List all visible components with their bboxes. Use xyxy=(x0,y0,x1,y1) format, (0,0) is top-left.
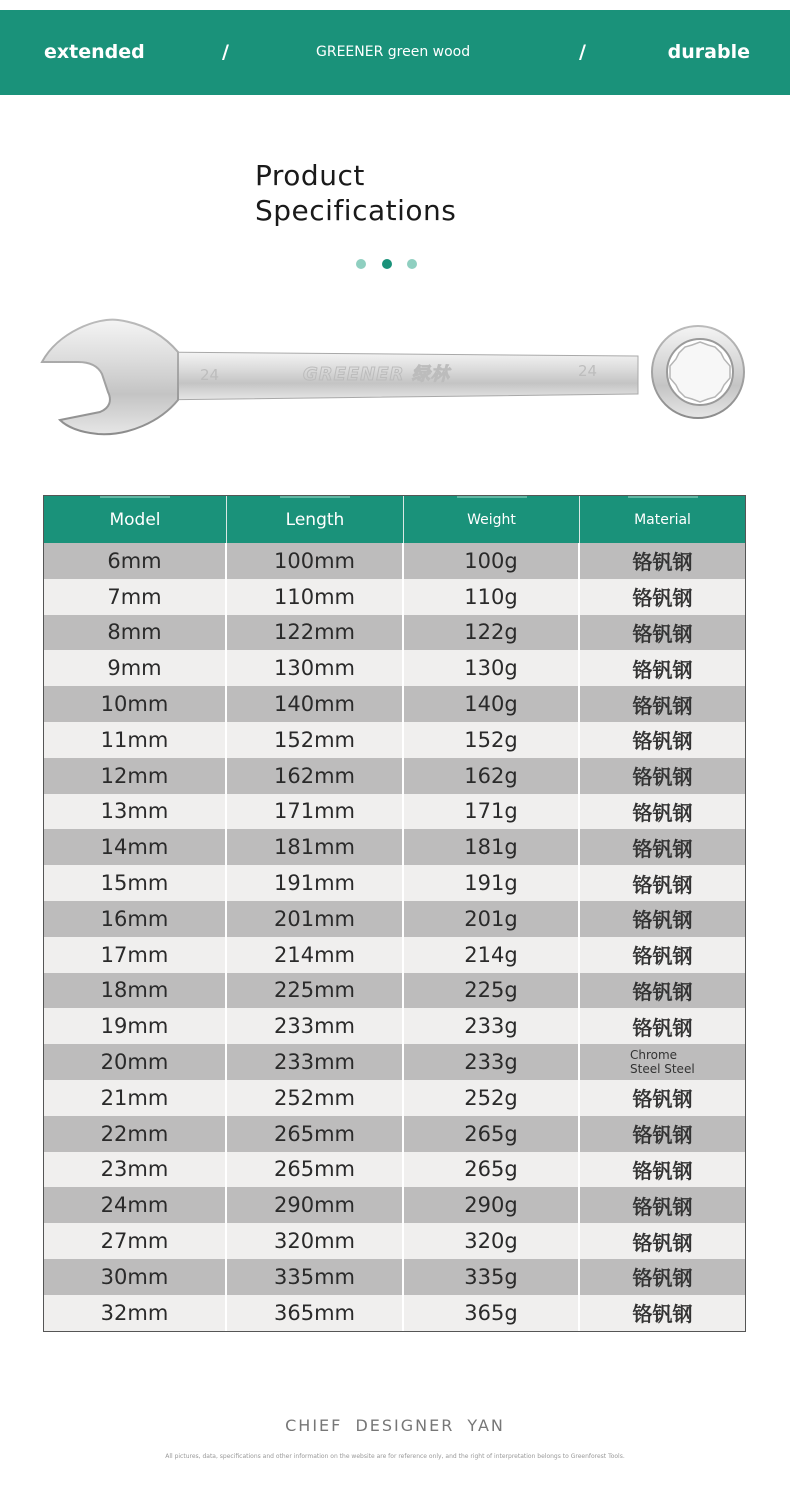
table-row xyxy=(44,1152,745,1188)
cell-length: 140mm xyxy=(227,686,404,722)
cell-material: Chrome Steel Steel xyxy=(630,1048,695,1077)
table-body xyxy=(44,543,745,1331)
cell-weight: 191g xyxy=(404,865,580,901)
cell-model: 14mm xyxy=(44,829,227,865)
cell-model: 23mm xyxy=(44,1152,227,1188)
cell-weight: 290g xyxy=(404,1187,580,1223)
header-material: Material xyxy=(580,496,745,543)
cell-weight: 335g xyxy=(404,1259,580,1295)
cell-length: 335mm xyxy=(227,1259,404,1295)
cell-weight: 130g xyxy=(404,650,580,686)
wrench-size-left: 24 xyxy=(200,366,220,384)
wrench-size-right: 24 xyxy=(578,362,598,380)
cell-material: 铬钒钢 xyxy=(632,872,693,897)
cell-weight: 140g xyxy=(404,686,580,722)
table-row xyxy=(44,686,745,722)
dot-indicator xyxy=(407,259,417,269)
cell-material: 铬钒钢 xyxy=(632,657,693,682)
table-row xyxy=(44,579,745,615)
cell-model: 7mm xyxy=(44,579,227,615)
cell-material: 铬钒钢 xyxy=(632,1158,693,1183)
cell-model: 9mm xyxy=(44,650,227,686)
cell-model: 8mm xyxy=(44,615,227,651)
cell-material: 铬钒钢 xyxy=(632,1015,693,1040)
cell-length: 320mm xyxy=(227,1223,404,1259)
cell-material: 铬钒钢 xyxy=(632,1266,693,1291)
cell-weight: 265g xyxy=(404,1116,580,1152)
cell-material: 铬钒钢 xyxy=(632,800,693,825)
disclaimer-text: All pictures, data, specifications and other information on the website are for reference only, and the right of interpretation belongs to Greenforest Tools. xyxy=(165,1453,625,1460)
cell-model: 16mm xyxy=(44,901,227,937)
cell-length: 214mm xyxy=(227,937,404,973)
spec-table xyxy=(43,495,746,1332)
banner-left-text: extended xyxy=(44,41,145,63)
dot-indicator xyxy=(356,259,366,269)
cell-material: 铬钒钢 xyxy=(632,1123,693,1148)
table-row xyxy=(44,615,745,651)
cell-model: 13mm xyxy=(44,794,227,830)
cell-weight: 225g xyxy=(404,973,580,1009)
cell-model: 18mm xyxy=(44,973,227,1009)
cell-model: 27mm xyxy=(44,1223,227,1259)
cell-material: 铬钒钢 xyxy=(632,1302,693,1327)
cell-weight: 181g xyxy=(404,829,580,865)
cell-length: 152mm xyxy=(227,722,404,758)
table-row xyxy=(44,1187,745,1223)
cell-weight: 152g xyxy=(404,722,580,758)
table-row xyxy=(44,973,745,1009)
dot-indicator-active xyxy=(382,259,392,269)
cell-length: 290mm xyxy=(227,1187,404,1223)
cell-model: 11mm xyxy=(44,722,227,758)
cell-model: 6mm xyxy=(44,543,227,579)
table-row xyxy=(44,722,745,758)
cell-length: 122mm xyxy=(227,615,404,651)
cell-length: 191mm xyxy=(227,865,404,901)
title-line-1: Product xyxy=(255,159,365,192)
table-row xyxy=(44,794,745,830)
cell-weight: 100g xyxy=(404,543,580,579)
cell-model: 19mm xyxy=(44,1008,227,1044)
cell-model: 12mm xyxy=(44,758,227,794)
cell-length: 130mm xyxy=(227,650,404,686)
cell-material: 铬钒钢 xyxy=(632,1087,693,1112)
cell-model: 22mm xyxy=(44,1116,227,1152)
table-row xyxy=(44,650,745,686)
cell-model: 17mm xyxy=(44,937,227,973)
cell-weight: 252g xyxy=(404,1080,580,1116)
table-row xyxy=(44,1044,745,1080)
cell-weight: 110g xyxy=(404,579,580,615)
cell-model: 24mm xyxy=(44,1187,227,1223)
cell-length: 171mm xyxy=(227,794,404,830)
cell-material: 铬钒钢 xyxy=(632,836,693,861)
cell-model: 15mm xyxy=(44,865,227,901)
cell-material: 铬钒钢 xyxy=(632,1230,693,1255)
cell-length: 162mm xyxy=(227,758,404,794)
cell-length: 181mm xyxy=(227,829,404,865)
banner-right-text: durable xyxy=(667,41,750,63)
table-row xyxy=(44,1259,745,1295)
cell-length: 100mm xyxy=(227,543,404,579)
table-row xyxy=(44,1080,745,1116)
cell-material: 铬钒钢 xyxy=(632,1194,693,1219)
cell-length: 233mm xyxy=(227,1008,404,1044)
cell-material: 铬钒钢 xyxy=(632,908,693,933)
cell-weight: 201g xyxy=(404,901,580,937)
top-banner xyxy=(0,10,790,95)
cell-weight: 265g xyxy=(404,1152,580,1188)
header-model: Model xyxy=(44,496,227,543)
cell-material: 铬钒钢 xyxy=(632,586,693,611)
cell-model: 21mm xyxy=(44,1080,227,1116)
cell-weight: 320g xyxy=(404,1223,580,1259)
cell-weight: 233g xyxy=(404,1044,580,1080)
cell-weight: 214g xyxy=(404,937,580,973)
table-row xyxy=(44,1295,745,1331)
cell-weight: 365g xyxy=(404,1295,580,1331)
table-row xyxy=(44,937,745,973)
cell-weight: 122g xyxy=(404,615,580,651)
cell-material: 铬钒钢 xyxy=(632,979,693,1004)
table-header xyxy=(44,496,745,543)
cell-material: 铬钒钢 xyxy=(632,944,693,969)
cell-material: 铬钒钢 xyxy=(632,693,693,718)
banner-separator: / xyxy=(222,41,229,63)
title-line-2: Specifications xyxy=(255,194,457,227)
banner-separator: / xyxy=(579,41,586,63)
designer-credit: CHIEF DESIGNER YAN xyxy=(285,1416,505,1435)
cell-weight: 171g xyxy=(404,794,580,830)
cell-material: 铬钒钢 xyxy=(632,765,693,790)
cell-model: 32mm xyxy=(44,1295,227,1331)
table-row xyxy=(44,1008,745,1044)
cell-weight: 162g xyxy=(404,758,580,794)
page-title xyxy=(255,158,456,228)
cell-weight: 233g xyxy=(404,1008,580,1044)
cell-length: 110mm xyxy=(227,579,404,615)
cell-length: 252mm xyxy=(227,1080,404,1116)
table-row xyxy=(44,829,745,865)
table-row xyxy=(44,1116,745,1152)
cell-length: 201mm xyxy=(227,901,404,937)
cell-length: 233mm xyxy=(227,1044,404,1080)
cell-model: 30mm xyxy=(44,1259,227,1295)
header-length: Length xyxy=(227,496,404,543)
cell-length: 365mm xyxy=(227,1295,404,1331)
cell-model: 20mm xyxy=(44,1044,227,1080)
table-row xyxy=(44,543,745,579)
wrench-brand-engraving: GREENER 绿林 xyxy=(303,364,450,385)
cell-material: 铬钒钢 xyxy=(632,550,693,575)
cell-length: 265mm xyxy=(227,1116,404,1152)
cell-length: 265mm xyxy=(227,1152,404,1188)
cell-material: 铬钒钢 xyxy=(632,729,693,754)
banner-brand-text: GREENER green wood xyxy=(316,44,471,60)
header-weight: Weight xyxy=(404,496,580,543)
table-row xyxy=(44,901,745,937)
table-row xyxy=(44,1223,745,1259)
cell-material: 铬钒钢 xyxy=(632,621,693,646)
cell-length: 225mm xyxy=(227,973,404,1009)
table-row xyxy=(44,865,745,901)
wrench-image xyxy=(38,312,748,442)
cell-model: 10mm xyxy=(44,686,227,722)
table-row xyxy=(44,758,745,794)
